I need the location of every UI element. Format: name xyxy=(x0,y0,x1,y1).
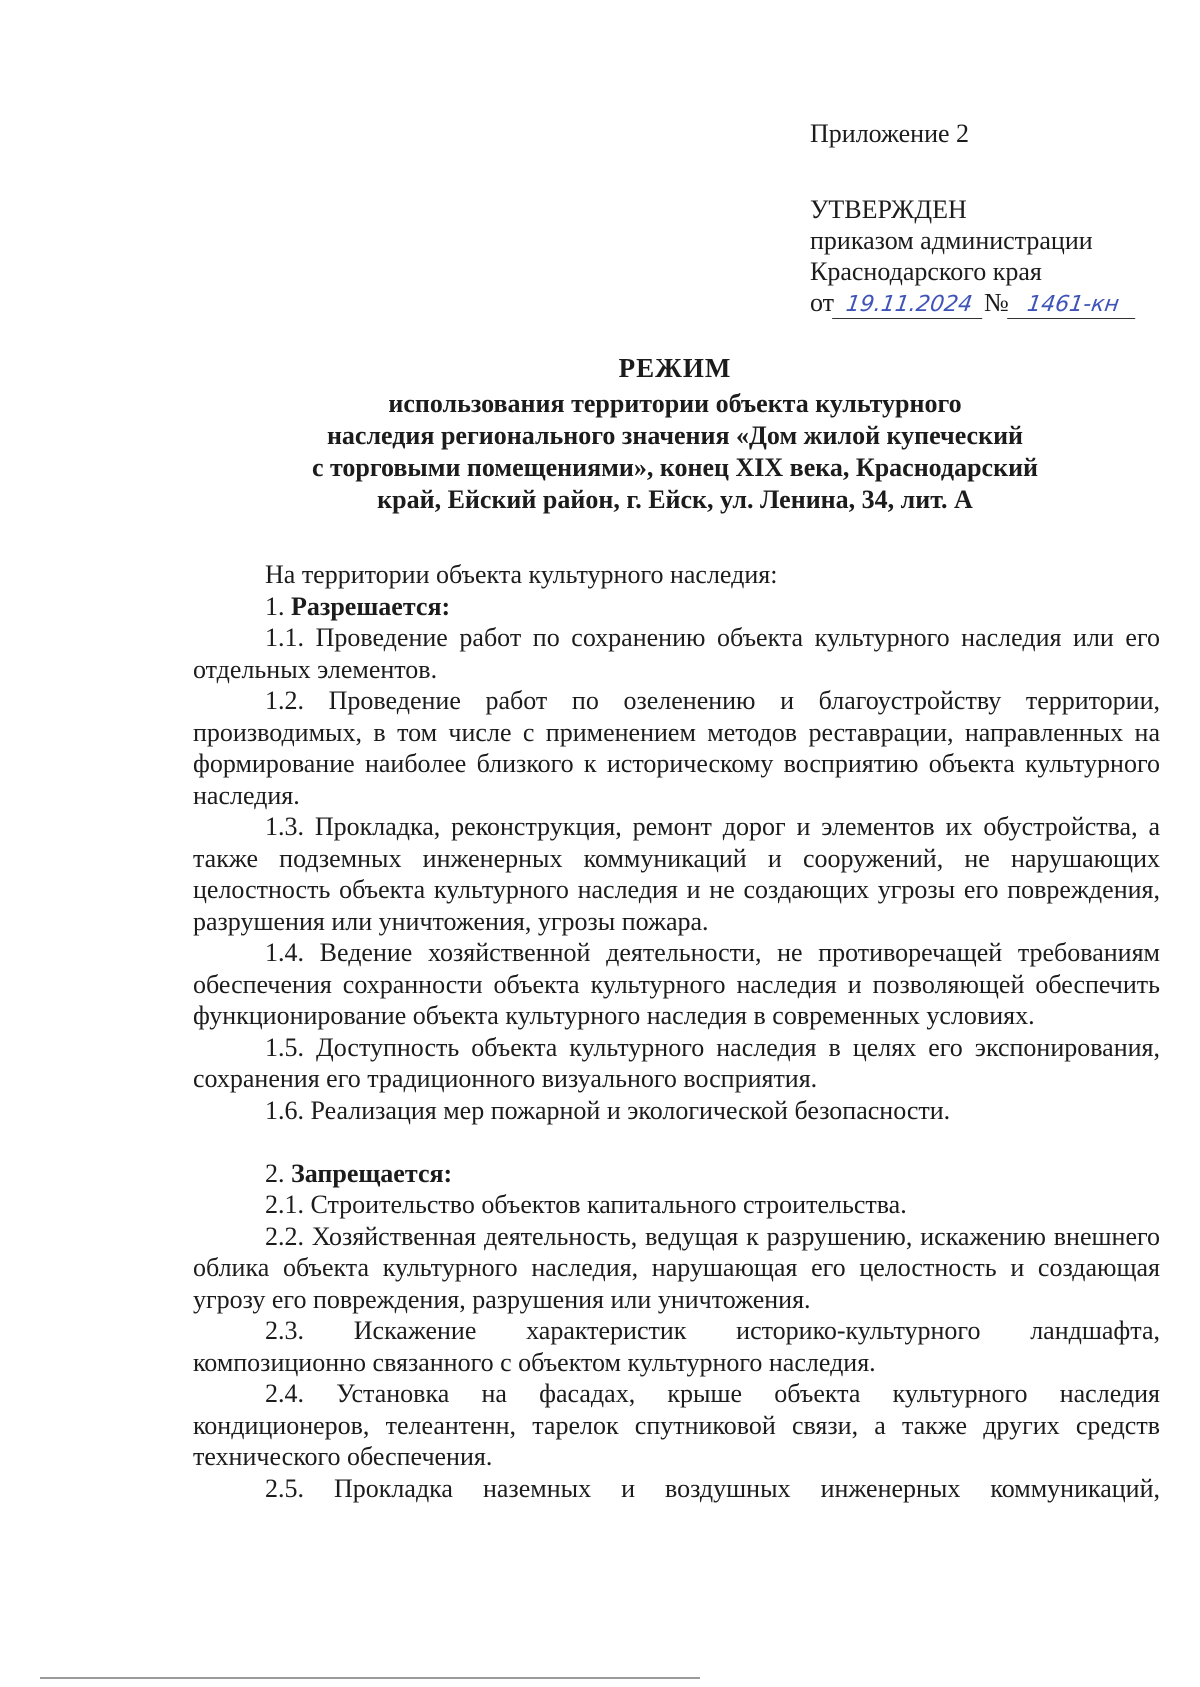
clause-1-5: 1.5. Доступность объекта культурного наследия в целях его экспонирования, сохранения его традиционного визуального восприятия. xyxy=(193,1032,1160,1093)
title-line-2: наследия регионального значения «Дом жилой купеческий xyxy=(326,421,1024,450)
handwritten-date: 19.11.2024 xyxy=(832,292,986,319)
clause-2-4: 2.4. Установка на фасадах, крыше объекта культурного наследия кондиционеров, телеантенн, тарелок спутниковой связи, а также других средств технического обеспечения. xyxy=(193,1379,1160,1471)
clause-1-3: 1.3. Прокладка, реконструкция, ремонт дорог и элементов их обустройства, а также подземных инженерных коммуникаций и сооружений, не нарушающих целостность объекта культурного наследия и не создающих угрозы его повреждения, разрушения или уничтожения, угрозы пожара. xyxy=(193,812,1160,936)
approved-stamp-text: УТВЕРЖДЕН xyxy=(810,195,967,224)
approval-block xyxy=(810,194,1137,319)
scan-edge-line xyxy=(40,1677,700,1679)
document-title-block xyxy=(190,352,1160,516)
document-body xyxy=(193,559,1160,1504)
clause-1-4: 1.4. Ведение хозяйственной деятельности, не противоречащей требованиям обеспечения сохранности объекта культурного наследия и позволяющей обеспечить функционирование объекта культурного наследия в современных условиях. xyxy=(193,938,1160,1030)
clause-2-1: 2.1. Строительство объектов капитального строительства. xyxy=(265,1190,907,1219)
clause-1-1: 1.1. Проведение работ по сохранению объекта культурного наследия или его отдельных элементов. xyxy=(193,623,1160,684)
section-1-heading xyxy=(193,591,1160,623)
appendix-label: Приложение 2 xyxy=(810,119,970,148)
section-2-number: 2. xyxy=(265,1158,285,1188)
date-prefix: от xyxy=(810,288,835,317)
section-spacer xyxy=(193,1126,1160,1158)
section-2-title: Запрещается: xyxy=(291,1158,453,1188)
document-title: РЕЖИМ xyxy=(618,353,732,383)
clause-1-2: 1.2. Проведение работ по озеленению и благоустройству территории, производимых, в том числе с применением методов реставрации, направленных на формирование наиболее близкого к историческому восприятию объекта культурного наследия. xyxy=(193,686,1160,810)
approved-by-line-2: Краснодарского края xyxy=(810,257,1042,286)
intro-paragraph: На территории объекта культурного наследия: xyxy=(265,560,778,589)
clause-2-3: 2.3. Искажение характеристик историко-культурного ландшафта, композиционно связанного с объектом культурного наследия. xyxy=(193,1316,1160,1377)
handwritten-number: 1461-кн xyxy=(1007,292,1139,319)
title-line-3: с торговыми помещениями», конец XIX века, Краснодарский xyxy=(311,453,1039,482)
section-1-title: Разрешается: xyxy=(291,591,451,621)
title-line-4: край, Ейский район, г. Ейск, ул. Ленина, 34, лит. А xyxy=(377,485,973,514)
approved-by-line-1: приказом администрации xyxy=(810,226,1093,255)
number-prefix: № xyxy=(984,288,1009,317)
section-1-number: 1. xyxy=(265,591,285,621)
section-2-heading xyxy=(193,1158,1160,1190)
clause-2-5: 2.5. Прокладка наземных и воздушных инженерных коммуникаций, xyxy=(265,1473,1160,1503)
order-date-number-line xyxy=(810,287,1137,319)
clause-2-2: 2.2. Хозяйственная деятельность, ведущая к разрушению, искажению внешнего облика объекта культурного наследия, нарушающая его целостность и создающая угрозу его повреждения, разрушения или уничтожения. xyxy=(193,1221,1160,1314)
clause-1-6: 1.6. Реализация мер пожарной и экологической безопасности. xyxy=(265,1095,951,1125)
title-line-1: использования территории объекта культурного xyxy=(388,389,962,418)
